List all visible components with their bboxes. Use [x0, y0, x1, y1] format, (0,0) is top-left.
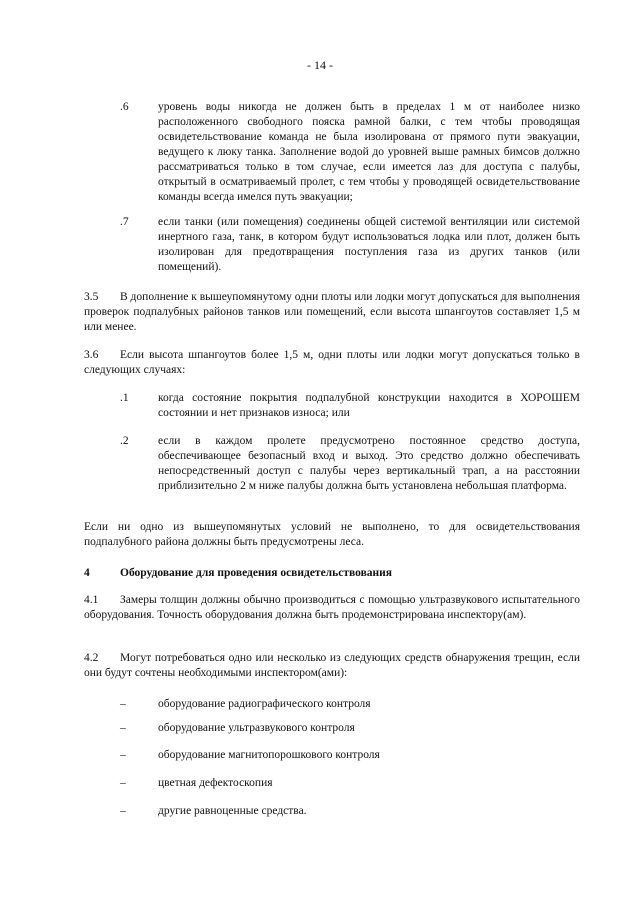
bullet-dash: – — [120, 805, 126, 817]
bullet-dash: – — [120, 698, 126, 710]
bullet-text: оборудование радиографического контроля — [158, 698, 371, 710]
bullet-dash: – — [120, 722, 126, 734]
paragraph-4-1 — [84, 593, 580, 623]
bullet-text: оборудование магнитопорошкового контроля — [158, 749, 380, 761]
list-item-number: .1 — [120, 392, 129, 404]
bullet-text: цветная дефектоскопия — [158, 777, 273, 789]
list-item-number: .2 — [120, 435, 129, 447]
bullet-dash: – — [120, 777, 126, 789]
page-number: - 14 - — [307, 58, 333, 72]
section-title: Оборудование для проведения освидетельствования — [120, 567, 393, 579]
paragraph-4-2 — [84, 651, 580, 681]
section-heading-4 — [84, 566, 580, 581]
list-item-2 — [120, 434, 580, 494]
bullet-item — [120, 748, 580, 763]
list-item-number: .6 — [120, 101, 129, 113]
bullet-text: оборудование ультразвукового контроля — [158, 722, 355, 734]
list-item-text: если танки (или помещения) соединены общей системой вентиляции или системой инертного газа, танк, в котором будут использоваться лодка или плот, должен быть изолирован для предотвращения поступления газа из других танков (или помещений). — [158, 216, 580, 273]
paragraph-number: 4.1 — [84, 594, 99, 606]
paragraph-number: 3.5 — [84, 291, 99, 303]
paragraph-no-conditions: Если ни одно из вышеупомянутых условий не выполнено, то для освидетельствования подпалубного района должны быть предусмотрены леса. — [84, 521, 580, 548]
bullet-item — [120, 721, 580, 736]
paragraph-text: Если высота шпангоутов более 1,5 м, одни плоты или лодки могут допускаться только в следующих случаях: — [84, 349, 580, 376]
bullet-text: другие равноценные средства. — [158, 805, 307, 817]
paragraph-text: Могут потребоваться одно или несколько из следующих средств обнаружения трещин, если они будут сочтены необходимыми инспектором(ами): — [84, 652, 580, 679]
bullet-dash: – — [120, 749, 126, 761]
paragraph-number: 3.6 — [84, 349, 99, 361]
list-item-6 — [120, 100, 580, 205]
bullet-item — [120, 776, 580, 791]
list-item-text: уровень воды никогда не должен быть в пределах 1 м от наиболее низко расположенного свободного пояска рамной балки, с тем чтобы проводящая освидетельствование команда не была изолирована от прямого пути эвакуации, ведущего к люку танка. Заполнение водой до уровней выше рамных бимсов должно рассматриваться только в том случае, если имеется лаз для доступа с палубы, открытый в осматриваемый пролет, с тем чтобы у проводящей освидетельствование команды всегда имелся путь эвакуации; — [158, 101, 580, 203]
paragraph-text: Замеры толщин должны обычно производиться с помощью ультразвукового испытательного оборудования. Точность оборудования должна быть продемонстрирована инспектору(ам). — [84, 594, 580, 621]
list-item-number: .7 — [120, 216, 129, 228]
paragraph-number: 4.2 — [84, 652, 99, 664]
paragraph-3-5 — [84, 290, 580, 335]
list-item-1 — [120, 391, 580, 421]
bullet-item — [120, 697, 580, 712]
paragraph-3-6 — [84, 348, 580, 378]
section-number: 4 — [84, 567, 90, 579]
bullet-item — [120, 804, 580, 819]
list-item-7 — [120, 215, 580, 275]
paragraph-text: В дополнение к вышеупомянутому одни плоты или лодки могут допускаться для выполнения проверок подпалубных районов танков или помещений, если высота шпангоутов составляет 1,5 м или менее. — [84, 291, 580, 333]
list-item-text: если в каждом пролете предусмотрено постоянное средство доступа, обеспечивающее безопасный вход и выход. Это средство должно обеспечивать непосредственный доступ с палубы через вертикальный трап, а на расстоянии приблизительно 2 м ниже палубы должна быть установлена небольшая платформа. — [158, 435, 580, 492]
list-item-text: когда состояние покрытия подпалубной конструкции находится в ХОРОШЕМ состоянии и нет признаков износа; или — [158, 392, 580, 419]
